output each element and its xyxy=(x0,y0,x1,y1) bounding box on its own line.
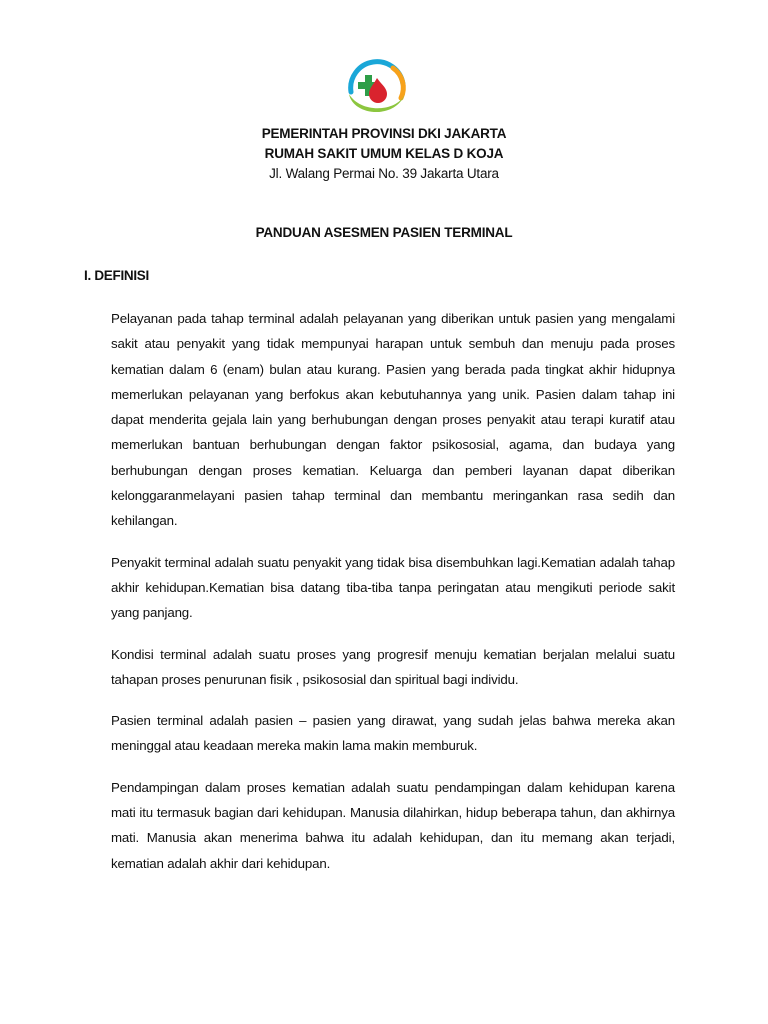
document-title: PANDUAN ASESMEN PASIEN TERMINAL xyxy=(255,225,513,240)
hospital-name: RUMAH SAKIT UMUM KELAS D KOJA xyxy=(264,146,504,161)
section-heading: I. DEFINISI xyxy=(84,268,149,283)
paragraph-3: Kondisi terminal adalah suatu proses yang progresif menuju kematian berjalan melalui suatu tahapan proses penurunan fisik , psikososial dan spiritual bagi individu. xyxy=(111,646,675,687)
paragraph-5: Pendampingan dalam proses kematian adalah suatu pendampingan dalam kehidupan karena mati itu termasuk bagian dari kehidupan. Manusia dilahirkan, hidup beberapa tahun, dan akhirnya mati. Manusia akan menerima bahwa itu adalah kehidupan, dan itu memang akan terjadi, kematian adalah akhir dari kehidupan. xyxy=(111,779,675,871)
hospital-address: Jl. Walang Permai No. 39 Jakarta Utara xyxy=(269,166,499,181)
paragraph-2: Penyakit terminal adalah suatu penyakit yang tidak bisa disembuhkan lagi.Kematian adalah tahap akhir kehidupan.Kematian bisa datang tiba-tiba tanpa peringatan atau mengikuti periode sakit yang panjang. xyxy=(111,554,675,621)
government-name: PEMERINTAH PROVINSI DKI JAKARTA xyxy=(261,126,507,141)
body-text xyxy=(111,306,675,892)
hospital-logo-icon xyxy=(343,54,411,122)
letterhead xyxy=(0,124,768,184)
paragraph-1: Pelayanan pada tahap terminal adalah pelayanan yang diberikan untuk pasien yang mengalami sakit atau penyakit yang tidak mempunyai harapan untuk sembuh dan menuju pada proses kematian dalam 6 (enam) bulan atau kurang. Pasien yang berada pada tingkat akhir hidupnya memerlukan pelayanan yang berfokus akan kebutuhannya yang unik. Pasien dalam tahap ini dapat menderita gejala lain yang berhubungan dengan proses penyakit atau terapi kuratif atau memerlukan bantuan berhubungan dengan faktor psikososial, agama, dan budaya yang berhubungan dengan proses kematian. Keluarga dan pemberi layanan dapat diberikan kelonggaranmelayani pasien tahap terminal dan membantu meringankan rasa sedih dan kehilangan. xyxy=(111,311,675,529)
paragraph-4: Pasien terminal adalah pasien – pasien yang dirawat, yang sudah jelas bahwa mereka akan meninggal atau keadaan mereka makin lama makin memburuk. xyxy=(111,713,675,754)
